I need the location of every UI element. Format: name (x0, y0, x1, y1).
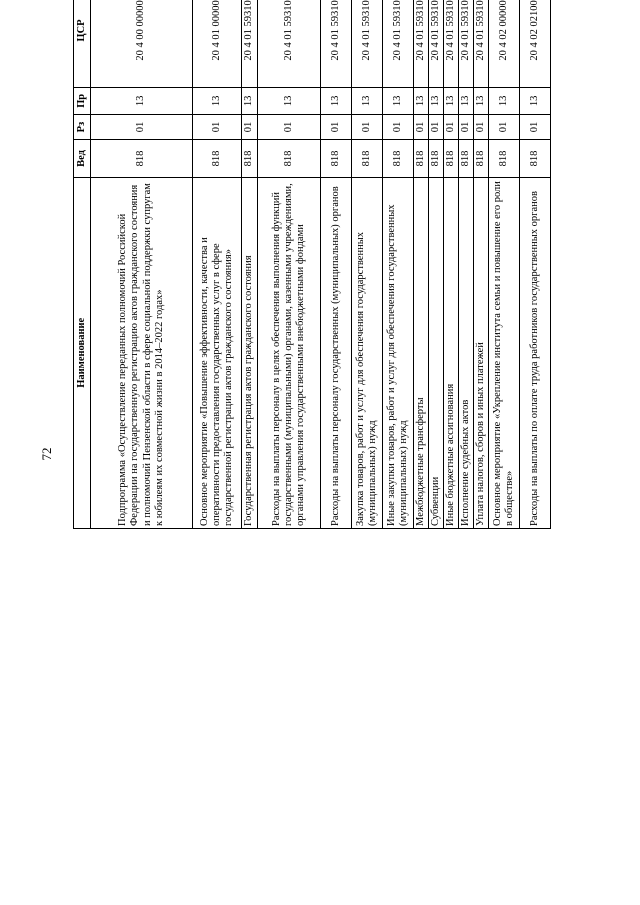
cell-ved: 818 (474, 140, 489, 177)
cell-pr: 13 (489, 88, 520, 115)
cell-name: Иные бюджетные ассигнования (444, 177, 459, 528)
cell-rz: 01 (444, 114, 459, 140)
cell-pr: 13 (474, 88, 489, 115)
cell-csr: 20 4 00 00000 (91, 0, 193, 88)
cell-csr: 20 4 01 59310 (242, 0, 258, 88)
cell-ved: 818 (193, 140, 242, 177)
cell-name: Закупка товаров, работ и услуг для обеспечения государственных (муниципальных) нужд (352, 177, 383, 528)
cell-ved: 818 (383, 140, 414, 177)
cell-ved: 818 (258, 140, 321, 177)
header-pr: Пр (74, 88, 91, 115)
cell-name: Основное мероприятие «Укрепление института семьи и повышение его роли в обществе» (489, 177, 520, 528)
table-row (474, 0, 489, 529)
cell-ved: 818 (242, 140, 258, 177)
table-row (489, 0, 520, 529)
table-row (242, 0, 258, 529)
table-row (91, 0, 193, 529)
table-row (414, 0, 429, 529)
page-number: 72 (39, 447, 54, 461)
cell-pr: 13 (352, 88, 383, 115)
cell-rz: 01 (242, 114, 258, 140)
cell-csr: 20 4 01 59310 (429, 0, 444, 88)
cell-csr: 20 4 01 59310 (414, 0, 429, 88)
rotated-table-area (73, 0, 540, 846)
cell-name: Расходы на выплаты персоналу в целях обеспечения выполнения функций государственными (муниципальными) органами, казенными учреждениями, органами управления государственными внебюджетными фондами (258, 177, 321, 528)
cell-ved: 818 (321, 140, 352, 177)
table-row (520, 0, 551, 529)
cell-csr: 20 4 01 59310 (383, 0, 414, 88)
cell-ved: 818 (414, 140, 429, 177)
cell-rz: 01 (321, 114, 352, 140)
cell-csr: 20 4 01 59310 (444, 0, 459, 88)
table-row (321, 0, 352, 529)
cell-name: Государственная регистрация актов гражданского состояния (242, 177, 258, 528)
cell-rz: 01 (352, 114, 383, 140)
table-container (73, 0, 539, 529)
header-rz: Рз (74, 114, 91, 140)
cell-ved: 818 (429, 140, 444, 177)
table-row (193, 0, 242, 529)
cell-ved: 818 (459, 140, 474, 177)
cell-pr: 13 (193, 88, 242, 115)
cell-name: Иные закупки товаров, работ и услуг для обеспечения государственных (муниципальных) нужд (383, 177, 414, 528)
cell-pr: 13 (383, 88, 414, 115)
cell-csr: 20 4 02 00000 (489, 0, 520, 88)
cell-csr: 20 4 01 59310 (459, 0, 474, 88)
table-row (383, 0, 414, 529)
cell-ved: 818 (489, 140, 520, 177)
cell-name: Расходы на выплаты персоналу государственных (муниципальных) органов (321, 177, 352, 528)
cell-rz: 01 (520, 114, 551, 140)
header-csr: ЦСР (74, 0, 91, 88)
header-name: Наименование (74, 177, 91, 528)
cell-rz: 01 (489, 114, 520, 140)
cell-rz: 01 (474, 114, 489, 140)
cell-pr: 13 (520, 88, 551, 115)
cell-name: Расходы на выплаты по оплате труда работников государственных органов (520, 177, 551, 528)
table-row (258, 0, 321, 529)
table-row (459, 0, 474, 529)
cell-pr: 13 (242, 88, 258, 115)
cell-name: Субвенции (429, 177, 444, 528)
cell-name: Исполнение судебных актов (459, 177, 474, 528)
table-header-row (74, 0, 91, 529)
cell-pr: 13 (91, 88, 193, 115)
cell-csr: 20 4 01 59310 (352, 0, 383, 88)
cell-rz: 01 (429, 114, 444, 140)
cell-csr: 20 4 01 00000 (193, 0, 242, 88)
cell-rz: 01 (193, 114, 242, 140)
cell-name: Уплата налогов, сборов и иных платежей (474, 177, 489, 528)
cell-pr: 13 (258, 88, 321, 115)
cell-pr: 13 (429, 88, 444, 115)
table-row (429, 0, 444, 529)
header-ved: Вед (74, 140, 91, 177)
cell-csr: 20 4 01 59310 (474, 0, 489, 88)
cell-ved: 818 (352, 140, 383, 177)
table-row (352, 0, 383, 529)
cell-rz: 01 (91, 114, 193, 140)
cell-name: Подпрограмма «Осуществление переданных полномочий Российской Федерации на государственную регистрацию актов гражданского состояния и полномочий Пензенской области в сфере социальной поддержки супругам к юбилеям их совместной жизни в 2014–2022 годах» (91, 177, 193, 528)
cell-rz: 01 (414, 114, 429, 140)
cell-rz: 01 (459, 114, 474, 140)
cell-ved: 818 (91, 140, 193, 177)
budget-table (73, 0, 551, 529)
cell-csr: 20 4 02 02100 (520, 0, 551, 88)
cell-ved: 818 (520, 140, 551, 177)
cell-name: Основное мероприятие «Повышение эффективности, качества и оперативности предоставления государственных услуг в сфере государственной регистрации актов гражданского состояния» (193, 177, 242, 528)
cell-pr: 13 (414, 88, 429, 115)
cell-csr: 20 4 01 59310 (258, 0, 321, 88)
cell-csr: 20 4 01 59310 (321, 0, 352, 88)
cell-ved: 818 (444, 140, 459, 177)
cell-name: Межбюджетные трансферты (414, 177, 429, 528)
cell-pr: 13 (444, 88, 459, 115)
cell-rz: 01 (258, 114, 321, 140)
table-row (444, 0, 459, 529)
cell-pr: 13 (321, 88, 352, 115)
cell-rz: 01 (383, 114, 414, 140)
cell-pr: 13 (459, 88, 474, 115)
